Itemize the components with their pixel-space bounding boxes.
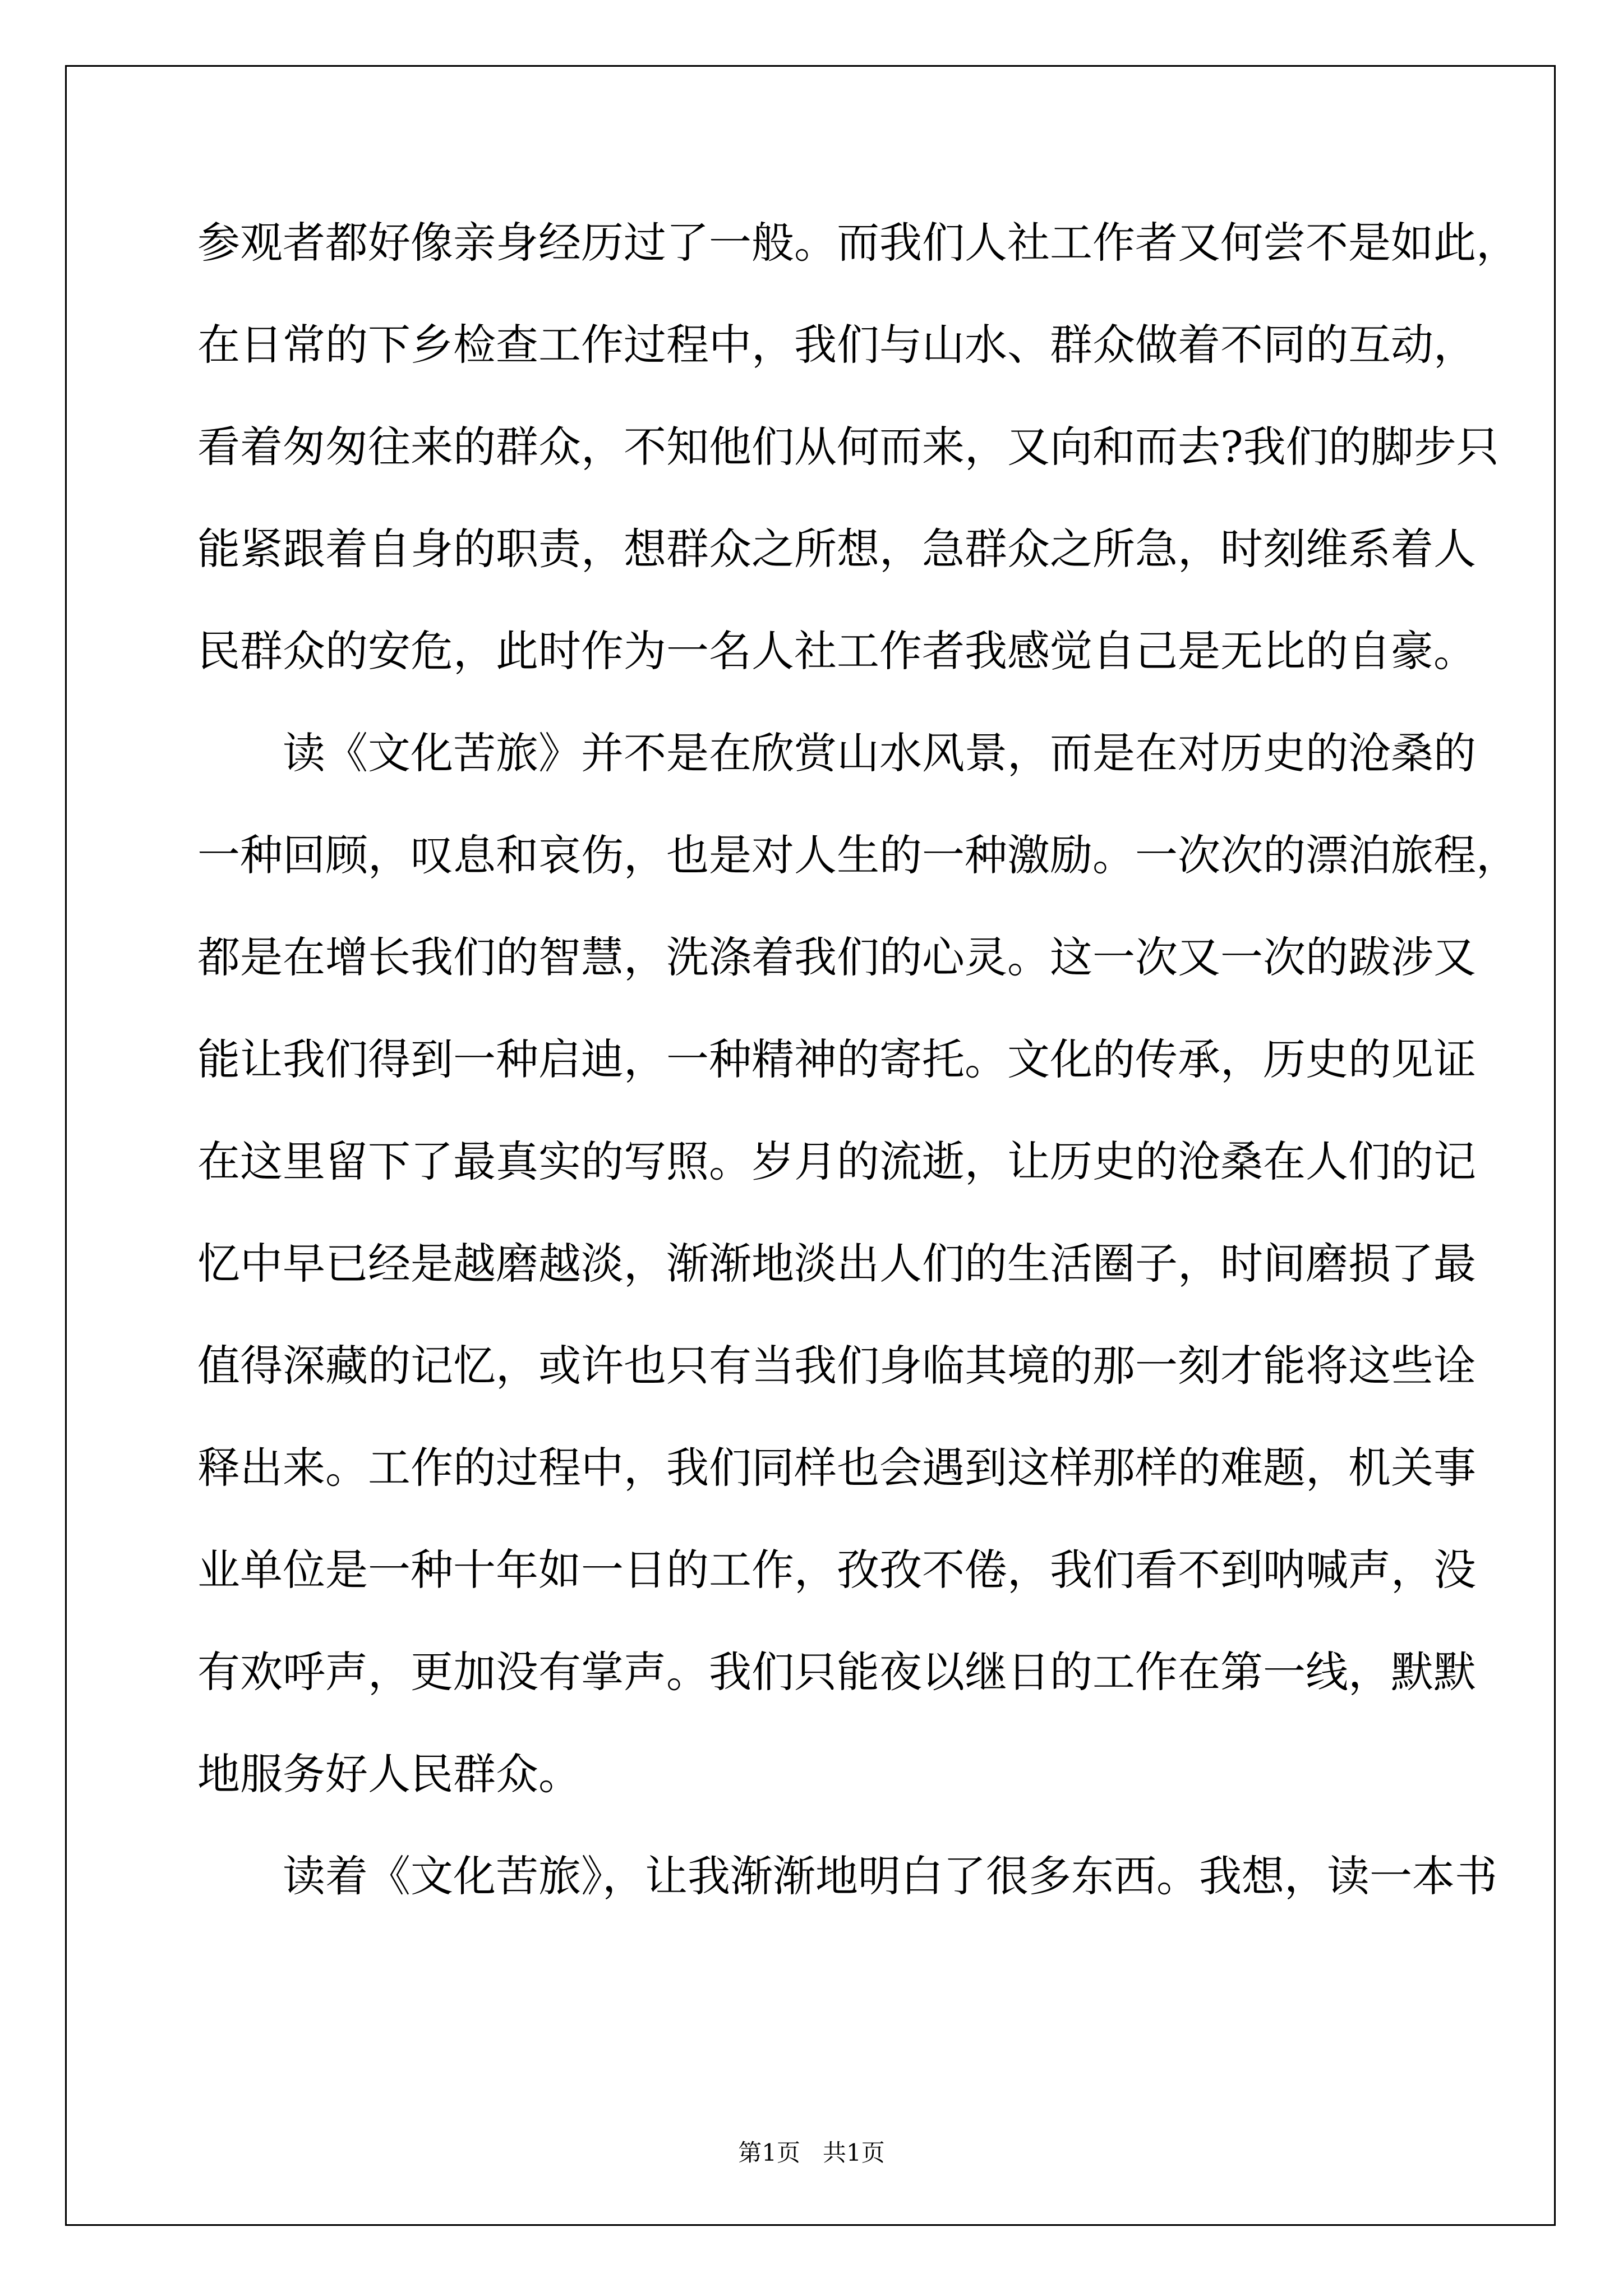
body-line: 忆中早已经是越磨越淡，渐渐地淡出人们的生活圈子，时间磨损了最 <box>197 1239 1476 1289</box>
body-line: 读着《文化苦旅》，让我渐渐地明白了很多东西。我想，读一本书 <box>283 1851 1497 1901</box>
body-line: 参观者都好像亲身经历过了一般。而我们人社工作者又何尝不是如此， <box>197 218 1519 268</box>
body-line: 业单位是一种十年如一日的工作，孜孜不倦，我们看不到呐喊声，没 <box>197 1545 1476 1595</box>
document-body <box>197 192 1519 1927</box>
body-line: 读《文化苦旅》并不是在欣赏山水风景，而是在对历史的沧桑的 <box>283 728 1476 778</box>
body-line: 有欢呼声，更加没有掌声。我们只能夜以继日的工作在第一线，默默 <box>197 1647 1476 1697</box>
body-line: 值得深藏的记忆，或许也只有当我们身临其境的那一刻才能将这些诠 <box>197 1341 1476 1391</box>
body-line: 能让我们得到一种启迪，一种精神的寄托。文化的传承，历史的见证 <box>197 1034 1476 1084</box>
page-total: 共1页 <box>823 2139 885 2166</box>
body-line: 都是在增长我们的智慧，洗涤着我们的心灵。这一次又一次的跋涉又 <box>197 932 1476 982</box>
body-line: 能紧跟着自身的职责，想群众之所想，急群众之所急，时刻维系着人 <box>197 524 1476 574</box>
body-line: 民群众的安危，此时作为一名人社工作者我感觉自己是无比的自豪。 <box>197 626 1476 676</box>
body-line: 看着匆匆往来的群众，不知他们从何而来，又向和而去?我们的脚步只 <box>197 422 1499 472</box>
body-line: 释出来。工作的过程中，我们同样也会遇到这样那样的难题，机关事 <box>197 1443 1476 1493</box>
body-line: 在这里留下了最真实的写照。岁月的流逝，让历史的沧桑在人们的记 <box>197 1137 1476 1186</box>
page-footer <box>0 2134 1623 2168</box>
body-line: 地服务好人民群众。 <box>197 1749 581 1799</box>
body-line: 在日常的下乡检查工作过程中，我们与山水、群众做着不同的互动， <box>197 320 1476 370</box>
body-line: 一种回顾，叹息和哀伤，也是对人生的一种激励。一次次的漂泊旅程， <box>197 830 1519 880</box>
page-number: 第1页 <box>738 2139 800 2166</box>
